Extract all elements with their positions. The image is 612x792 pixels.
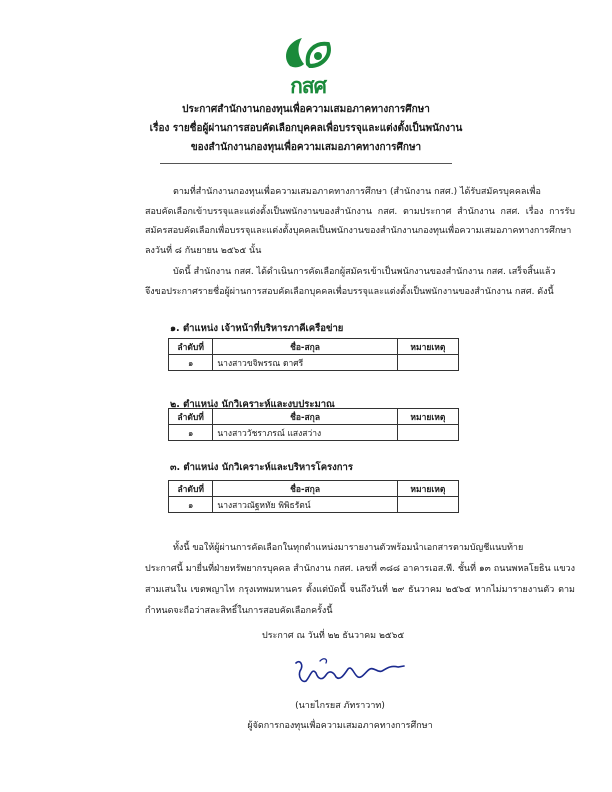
- column-header-order: ลำดับที่: [169, 409, 213, 425]
- table-header-row: [169, 409, 459, 425]
- logo-leaf-icon: [280, 34, 336, 70]
- cell-order: ๑: [169, 497, 213, 513]
- paragraph-result-first-line: บัดนี้ สำนักงาน กสศ. ได้ดำเนินการคัดเลือกผู้สมัครเข้าเป็นพนักงานของสำนักงาน กสศ. เสร็จสิ้นแล้ว: [173, 267, 556, 277]
- title-line-3: ของสำนักงานกองทุนเพื่อความเสมอภาคทางการศึกษา: [190, 142, 422, 153]
- logo-wordmark: กสศ: [290, 74, 326, 98]
- paragraph-intro: [145, 183, 575, 261]
- section-heading-2: ๒. ตำแหน่ง นักวิเคราะห์และงบประมาณ: [170, 399, 335, 410]
- column-header-remark: หมายเหตุ: [397, 481, 458, 497]
- column-header-name: ชื่อ-สกุล: [213, 339, 397, 355]
- handwritten-signature: [290, 655, 410, 691]
- column-header-order: ลำดับที่: [169, 481, 213, 497]
- announcement-date: ประกาศ ณ วันที่ ๒๒ ธันวาคม ๒๕๖๕: [262, 631, 405, 641]
- cell-remark: [397, 425, 458, 441]
- closing-first-line: ทั้งนี้ ขอให้ผู้ผ่านการคัดเลือกในทุกตำแหน่งมารายงานตัวพร้อมนำเอกสารตามบัญชีแนบท้าย: [173, 543, 524, 553]
- results-table-3: [168, 480, 459, 513]
- announcement-title: [60, 100, 552, 157]
- cell-name: นางสาวณัฐหทัย พิพิธรัตน์: [213, 497, 397, 513]
- cell-name: นางสาววัชราภรณ์ แสงสว่าง: [213, 425, 397, 441]
- title-line-1: ประกาศสำนักงานกองทุนเพื่อความเสมอภาคทางการศึกษา: [182, 104, 430, 115]
- column-header-name: ชื่อ-สกุล: [213, 409, 397, 425]
- results-table-2: [168, 408, 459, 441]
- closing-paragraph: [145, 538, 575, 622]
- column-header-remark: หมายเหตุ: [397, 339, 458, 355]
- cell-order: ๑: [169, 355, 213, 371]
- title-line-2: เรื่อง รายชื่อผู้ผ่านการสอบคัดเลือกบุคคลเพื่อบรรจุและแต่งตั้งเป็นพนักงาน: [149, 123, 463, 134]
- closing-rest: ประกาศนี้ มายื่นที่ฝ่ายทรัพยากรบุคคล สำนักงาน กสศ. เลขที่ ๓๘๘ อาคารเอส.พี. ชั้นที่ ๑๓ ถนนพหลโยธิน แขวงสามเสนใน เขตพญาไท กรุงเทพมหานคร ตั้งแต่บัดนี้ จนถึงวันที่ ๒๙ ธันวาคม ๒๕๖๕ หากไม่มารายงานตัว ตามกำหนดจะถือว่าสละสิทธิ์ในการสอบคัดเลือกครั้งนี้: [145, 564, 575, 616]
- paragraph-result: [145, 263, 575, 302]
- table-header-row: [169, 481, 459, 497]
- table-row: [169, 425, 459, 441]
- paragraph-intro-rest: สอบคัดเลือกเข้าบรรจุและแต่งตั้งเป็นพนักงานของสำนักงาน กสศ. ตามประกาศ สำนักงาน กสศ. เรื่อง การรับสมัครสอบคัดเลือกเพื่อบรรจุและแต่งตั้งบุคคลเป็นพนักงานของสำนักงานกองทุนเพื่อความเสมอภาคทางการศึกษา ลงวันที่ ๘ กันยายน ๒๕๖๕ นั้น: [145, 206, 575, 256]
- column-header-name: ชื่อ-สกุล: [213, 481, 397, 497]
- table-row: [169, 355, 459, 371]
- results-table-1: [168, 338, 459, 371]
- table-row: [169, 497, 459, 513]
- column-header-remark: หมายเหตุ: [397, 409, 458, 425]
- cell-remark: [397, 355, 458, 371]
- table-header-row: [169, 339, 459, 355]
- section-heading-3: ๓. ตำแหน่ง นักวิเคราะห์และบริหารโครงการ: [170, 462, 353, 473]
- paragraph-intro-first-line: ตามที่สำนักงานกองทุนเพื่อความเสมอภาคทางการศึกษา (สำนักงาน กสศ.) ได้รับสมัครบุคคลเพื่อ: [173, 187, 541, 197]
- title-divider: [160, 163, 452, 164]
- signer-name: (นายไกรยส ภัทราวาท): [295, 701, 385, 711]
- column-header-order: ลำดับที่: [169, 339, 213, 355]
- cell-name: นางสาวขจิพรรณ ดาศรี: [213, 355, 397, 371]
- cell-remark: [397, 497, 458, 513]
- cell-order: ๑: [169, 425, 213, 441]
- paragraph-result-rest: จึงขอประกาศรายชื่อผู้ผ่านการสอบคัดเลือกบุคคลเพื่อบรรจุและแต่งตั้งเป็นพนักงานของสำนักงาน กสศ. ดังนี้: [145, 286, 554, 297]
- section-heading-1: ๑. ตำแหน่ง เจ้าหน้าที่บริหารภาคีเครือข่าย: [170, 323, 344, 334]
- signer-title: ผู้จัดการกองทุนเพื่อความเสมอภาคทางการศึกษา: [247, 721, 433, 731]
- eef-logo: [280, 34, 336, 98]
